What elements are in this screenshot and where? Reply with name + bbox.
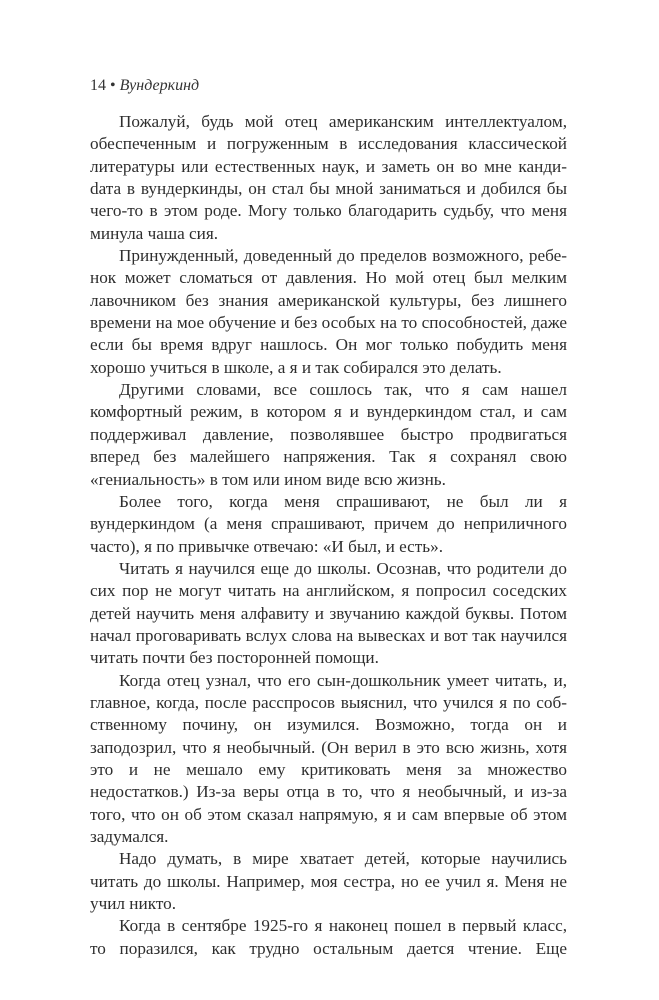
- paragraph: Пожалуй, будь мой отец американским интеллектуалом, обеспеченным и погруженным в исследования классической литературы или естественных наук, и заметь он во мне кандиdата в вундеркинды, он стал бы мной заниматься и добился бы чего-то в этом роде. Могу только благодарить судьбу, что меня минула чаша сия.: [90, 112, 567, 243]
- book-page: [90, 76, 567, 960]
- paragraph: Более того, когда меня спрашивают, не был ли я вундеркиндом (а меня спрашивают, причем до неприличного часто), я по привычке отвечаю: «И был, и есть».: [90, 491, 567, 556]
- separator-bullet: •: [110, 77, 116, 94]
- paragraph: Когда отец узнал, что его сын-дошкольник умеет читать, и, главное, когда, после расспросов выяснил, что учился я по собственному почину, он изумился. Возможно, тогда он и заподозрил, что я необычный. (Он верил в это всю жизнь, хотя это и не мешало ему критиковать меня за множество недостатков.) Из-за веры отца в то, что я необычный, и из-за того, что он об этом сказал напрямую, я и сам впервые об этом задумался.: [90, 670, 567, 846]
- chapter-title: Вундеркинд: [119, 77, 200, 94]
- paragraph: Другими словами, все сошлось так, что я сам нашел комфортный режим, в котором я и вундеркиндом стал, и сам поддерживал давление, позволявшее быстро продвигаться вперед без малейшего напряжения. Так я сохранял свою «гениальность» в том или ином виде всю жизнь.: [90, 380, 567, 489]
- paragraph: Читать я научился еще до школы. Осознав, что родители до сих пор не могут читать на английском, я попросил соседских детей научить меня алфавиту и звучанию каждой буквы. Потом начал проговаривать вслух слова на вывесках и вот так научился читать почти без посторонней помощи.: [90, 558, 567, 668]
- body-text: [90, 111, 567, 960]
- paragraph: Принужденный, доведенный до пределов возможного, ребенок может сломаться от давления. Но мой отец был мелким лавочником без знания американской культуры, без лишнего времени на мое обучение и без особых на то способностей, даже если бы время вдруг нашлось. Он мог только побудить меня хорошо учиться в школе, а я и так собирался это делать.: [90, 246, 567, 377]
- paragraph: Надо думать, в мире хватает детей, которые научились читать до школы. Например, моя сестра, но ее учил я. Меня не учил никто.: [90, 849, 567, 914]
- page-number: 14: [90, 77, 106, 94]
- running-head: [90, 76, 567, 96]
- paragraph-continued: Когда в сентябре 1925-го я наконец пошел в первый класс, то поразился, как трудно остальным дается чтение. Еще: [90, 916, 567, 958]
